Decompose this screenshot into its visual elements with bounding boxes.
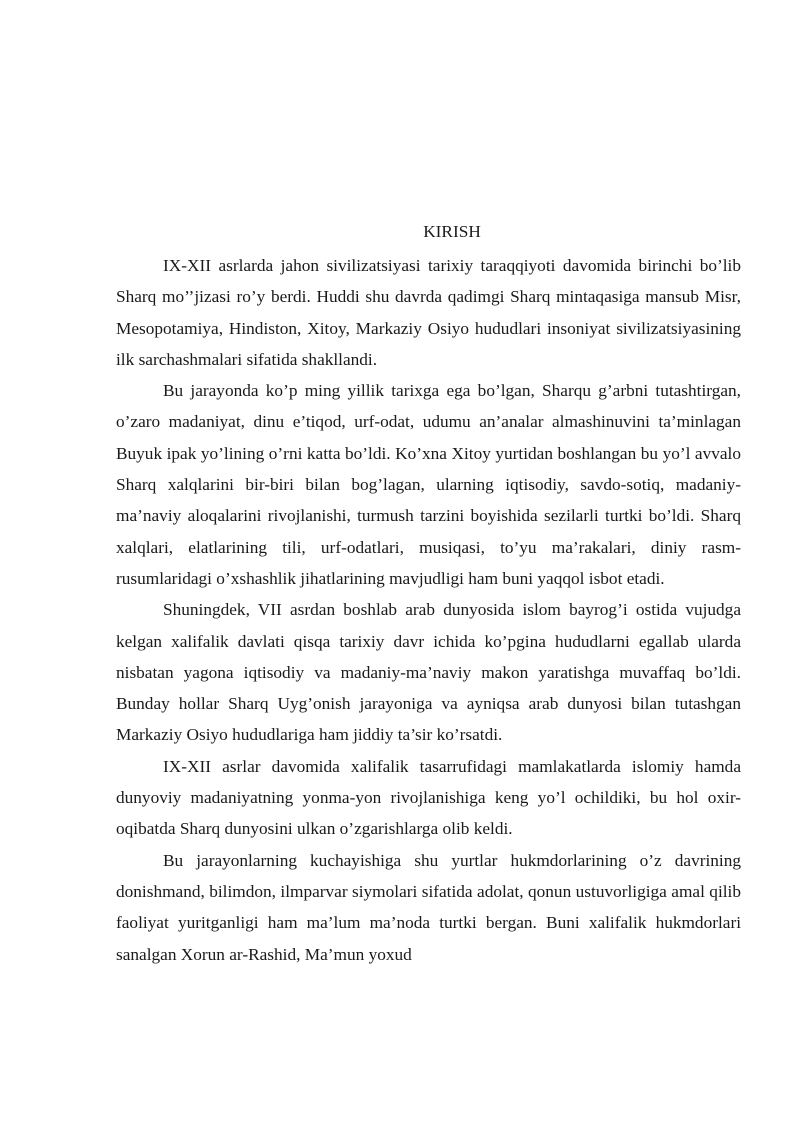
section-heading: KIRISH [423, 222, 481, 241]
body-text [116, 250, 741, 970]
paragraph: Bu jarayonlarning kuchayishiga shu yurtlar hukmdorlarining o’z davrining donishmand, bilimdon, ilmparvar siymolari sifatida adolat, qonun ustuvorligiga amal qilib faoliyat yuritganligi ham ma’lum ma’noda turtki bergan. Buni xalifalik hukmdorlari sanalgan Xorun ar-Rashid, Ma’mun yoxud [116, 850, 741, 964]
paragraph: IX-XII asrlarda jahon sivilizatsiyasi tarixiy taraqqiyoti davomida birinchi bo’lib Sharq mo’’jizasi ro’y berdi. Huddi shu davrda qadimgi Sharq mintaqasiga mansub Misr, Mesopotamiya, Hindiston, Xitoy, Markaziy Osiyo hududlari insoniyat sivilizatsiyasining ilk sarchashmalari sifatida shakllandi. [116, 256, 741, 369]
paragraph: Shuningdek, VII asrdan boshlab arab dunyosida islom bayrog’i ostida vujudga kelgan xalifalik davlati qisqa tarixiy davr ichida ko’pgina hududlarni egallab ularda nisbatan yagona iqtisodiy va madaniy-ma’naviy makon yaratishga muvaffaq bo’ldi. Bunday hollar Sharq Uyg’onish jarayoniga va ayniqsa arab dunyosi bilan tutashgan Markaziy Osiyo hududlariga ham jiddiy ta’sir ko’rsatdi. [116, 600, 741, 745]
paragraph: IX-XII asrlar davomida xalifalik tasarrufidagi mamlakatlarda islomiy hamda dunyoviy madaniyatning yonma-yon rivojlanishiga keng yo’l ochildiki, bu hol oxir-oqibatda Sharq dunyosini ulkan o’zgarishlarga olib keldi. [116, 756, 741, 839]
paragraph: Bu jarayonda ko’p ming yillik tarixga ega bo’lgan, Sharqu g’arbni tutashtirgan, o’zaro madaniyat, dinu e’tiqod, urf-odat, udumu an’analar almashinuvini ta’minlagan Buyuk ipak yo’lining o’rni katta bo’ldi. Ko’xna Xitoy yurtidan boshlangan bu yo’l avvalo Sharq xalqlarini bir-biri bilan bog’lagan, ularning iqtisodiy, savdo-sotiq, madaniy-ma’naviy aloqalarini rivojlanishi, turmush tarzini boyishida sezilarli turtki bo’ldi. Sharq xalqlari, elatlarining tili, urf-odatlari, musiqasi, to’yu ma’rakalari, diniy rasm-rusumlaridagi o’xshashlik jihatlarining mavjudligi ham buni yaqqol isbot etadi. [116, 381, 741, 588]
